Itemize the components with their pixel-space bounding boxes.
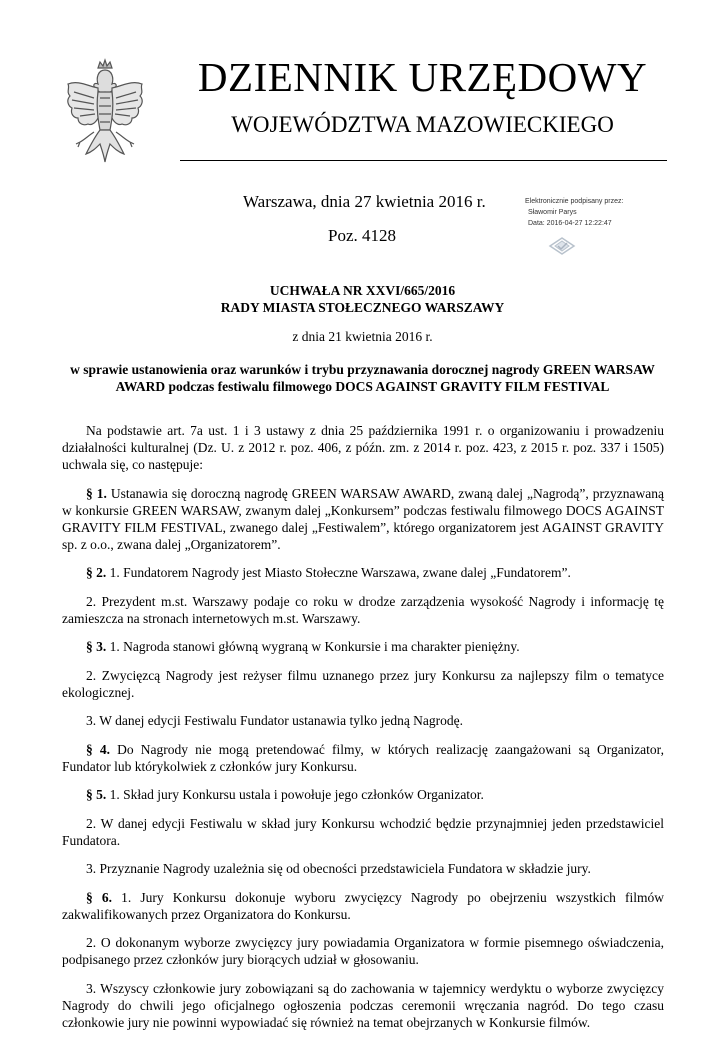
section-mark: § 4.	[86, 741, 111, 757]
paragraph-3-1	[62, 638, 664, 655]
paragraph-text: 1. Skład jury Konkursu ustala i powołuje jego członków Organizator.	[106, 787, 484, 802]
gazette-title: DZIENNIK URZĘDOWY	[197, 54, 648, 100]
paragraph-5-2: 2. W danej edycji Festiwalu w skład jury Konkursu wchodzić będzie przynajmniej jeden przedstawiciel Fundatora.	[62, 815, 664, 848]
signature-date: Data: 2016-04-27 12:22:47	[528, 220, 612, 227]
section-mark: § 5.	[86, 787, 107, 802]
paragraph-4	[62, 741, 664, 775]
signature-verified-icon	[548, 236, 576, 256]
gazette-subtitle: WOJEWÓDZTWA MAZOWIECKIEGO	[231, 112, 614, 137]
council-name: RADY MIASTA STOŁECZNEGO WARSZAWY	[220, 300, 505, 315]
paragraph-6-3: 3. Wszyscy członkowie jury zobowiązani są do zachowania w tajemnicy werdyktu o wyborze zwycięzcy Nagrody do chwili jego oficjalnego ogłoszenia podczas ceremonii wręczania nagród. Do tego czasu członkowie jury nie powinni wypowiadać się również na temat obejrzanych w Konkursie filmów.	[62, 980, 664, 1030]
paragraph-text: Ustanawia się doroczną nagrodę GREEN WARSAW AWARD, zwaną dalej „Nagrodą”, przyznawaną w konkursie GREEN WARSAW, zwanym dalej „Konkursem” podczas festiwalu filmowego DOCS AGAINST GRAVITY FILM FESTIVAL, zwanego dalej „Festiwalem”, którego organizatorem jest AGAINST GRAVITY sp. z o.o., zwana dalej „Organizatorem”.	[62, 485, 664, 552]
paragraph-text: 1. Jury Konkursu dokonuje wyboru zwycięzcy Nagrody po obejrzeniu wszystkich filmów zakwalifikowanych przez Organizatora do Konkursu.	[62, 889, 665, 922]
paragraph-1	[62, 485, 664, 553]
resolution-date: z dnia 21 kwietnia 2016 r.	[292, 329, 433, 344]
paragraph-text: 1. Nagroda stanowi główną wygraną w Konkursie i ma charakter pieniężny.	[106, 639, 520, 654]
paragraph-5-3: 3. Przyznanie Nagrody uzależnia się od obecności przedstawiciela Fundatora w składzie jury.	[86, 861, 591, 876]
section-mark: § 1.	[86, 485, 107, 501]
document-body	[62, 422, 664, 1042]
paragraph-3-2: 2. Zwycięzcą Nagrody jest reżyser filmu uznanego przez jury Konkursu za najlepszy film o tematyce ekologicznej.	[62, 667, 664, 700]
paragraph-5-1	[62, 786, 664, 803]
resolution-subject: w sprawie ustanowienia oraz warunków i trybu przyznawania dorocznej nagrody GREEN WARSAW AWARD podczas festiwalu filmowego DOCS AGAINST GRAVITY FILM FESTIVAL	[70, 362, 655, 394]
signature-signer: Sławomir Parys	[528, 209, 577, 216]
signature-label: Elektronicznie podpisany przez:	[525, 198, 624, 205]
paragraph-6-1	[62, 889, 664, 923]
polish-eagle-emblem-icon	[60, 58, 150, 166]
resolution-number: UCHWAŁA NR XXVI/665/2016	[269, 283, 456, 298]
header-divider	[180, 160, 667, 161]
paragraph-text: 1. Fundatorem Nagrody jest Miasto Stołeczne Warszawa, zwane dalej „Fundatorem”.	[106, 565, 571, 580]
paragraph-text: Do Nagrody nie mogą pretendować filmy, w których realizację zaangażowani są Organizator, Fundator lub którykolwiek z członków jury Konkursu.	[62, 741, 665, 774]
section-mark: § 6.	[86, 889, 112, 905]
publication-date: Warszawa, dnia 27 kwietnia 2016 r.	[243, 192, 486, 211]
intro-paragraph: Na podstawie art. 7a ust. 1 i 3 ustawy z dnia 25 października 1991 r. o organizowaniu i prowadzeniu działalności kulturalnej (Dz. U. z 2012 r. poz. 406, z późn. zm. z 2014 r. poz. 423, z 2015 r. poz. 337 i 1505) uchwala się, co następuje:	[62, 423, 664, 472]
paragraph-3-3: 3. W danej edycji Festiwalu Fundator ustanawia tylko jedną Nagrodę.	[86, 713, 464, 728]
paragraph-6-2: 2. O dokonanym wyborze zwycięzcy jury powiadamia Organizatora w formie pisemnego oświadczenia, podpisanego przez członków jury biorących udział w głosowaniu.	[62, 935, 664, 967]
position-number: Poz. 4128	[328, 226, 396, 245]
paragraph-2-1	[62, 564, 664, 581]
section-mark: § 3.	[86, 639, 107, 654]
section-mark: § 2.	[86, 565, 107, 580]
paragraph-2-2: 2. Prezydent m.st. Warszawy podaje co roku w drodze zarządzenia wysokość Nagrody i informację tę zamieszcza na stronach internetowych m.st. Warszawy.	[62, 593, 664, 626]
